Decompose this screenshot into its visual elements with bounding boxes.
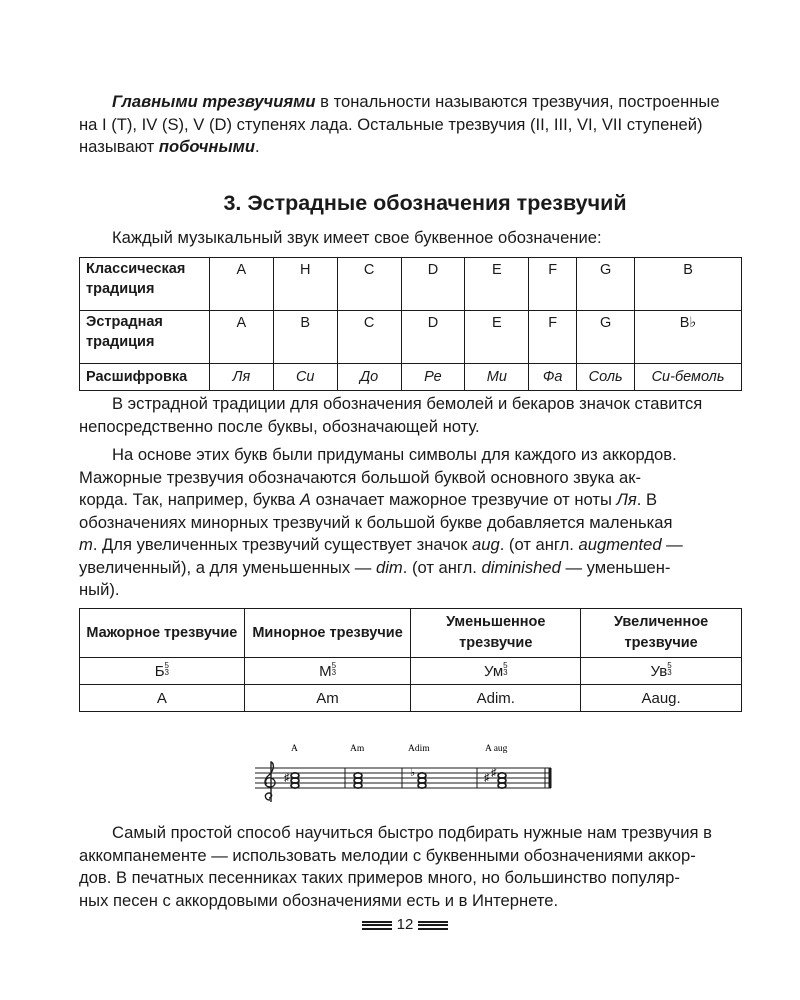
row-label: Расшифровка — [80, 364, 210, 391]
chord-am — [354, 773, 362, 788]
section-heading: 3. Эстрадные обозначения трезвучий — [223, 191, 627, 215]
table-cell: Соль — [577, 364, 635, 391]
table-cell: B — [635, 258, 742, 311]
chord-label: A aug — [485, 744, 508, 754]
column-header: Увеличенное трезвучие — [581, 609, 742, 658]
chord-adim — [418, 773, 426, 788]
table-cell: Си-бемоль — [635, 364, 742, 391]
table-cell: C — [337, 258, 401, 311]
table-cell: A — [209, 258, 273, 311]
table-cell: Фа — [529, 364, 577, 391]
table-cell: D — [401, 258, 465, 311]
symbols-paragraph: На основе этих букв были придуманы символы для каждого из аккордов. Мажорные трезвучия обозначаются большой буквой основного звука ак- корда. Так, например, буква A означает мажорное трезвучие от ноты Ля. В обозначениях минорных трезвучий к большой букве добавляется маленькая m. Для увеличенных трезвучий существует значок aug. (от англ. augmented — увеличенный), а для уменьшенных — dim. (от англ. diminished — уменьшен- ный). — [79, 445, 683, 599]
row-label: Классическая традиция — [80, 258, 210, 311]
music-staff — [255, 738, 555, 806]
table-cell: Ре — [401, 364, 465, 391]
intro-paragraph: Главными трезвучиями в тональности называются трезвучия, построенные на I (T), IV (S), V (D) ступенях лада. Остальные трезвучия (II, III, VI, VII ступеней) называют побочными. — [79, 92, 720, 156]
table-cell: F — [529, 258, 577, 311]
table-cell: Си — [273, 364, 337, 391]
table-cell: B — [273, 311, 337, 364]
chord-label: Am — [350, 744, 365, 754]
table-cell: G — [577, 311, 635, 364]
table-cell: A — [209, 311, 273, 364]
sharp-icon: ♯ — [491, 767, 497, 779]
classic-notation: М5 3 — [244, 658, 411, 685]
table-cell: D — [401, 311, 465, 364]
term-side-triads: побочными — [158, 137, 256, 156]
table-header-row — [80, 609, 742, 658]
column-header: Уменьшенное трезвучие — [411, 609, 581, 658]
letters-table — [79, 257, 742, 391]
chord-symbol: Adim. — [411, 685, 581, 712]
table-row — [80, 311, 742, 364]
chord-aaug — [498, 773, 506, 788]
flats-paragraph: В эстрадной традиции для обозначения бемолей и бекаров значок ставится непосредственно после буквы, обозначающей ноту. — [79, 394, 703, 436]
closing-paragraph: Самый простой способ научиться быстро подбирать нужные нам трезвучия в аккомпанементе — использовать мелодии с буквенными обозначениями аккор- дов. В печатных песенниках таких примеров много, но большинство популяр- ных песен с аккордовыми обозначениями есть и в Интернете. — [79, 823, 712, 910]
table-cell: C — [337, 311, 401, 364]
column-header: Мажорное трезвучие — [80, 609, 245, 658]
chord-symbol: Aaug. — [581, 685, 742, 712]
row-label: Эстрадная традиция — [80, 311, 210, 364]
sharp-icon: ♯ — [484, 772, 490, 784]
classic-notation: Ув5 3 — [581, 658, 742, 685]
table-cell: E — [465, 258, 529, 311]
table-cell: E — [465, 311, 529, 364]
table-cell: F — [529, 311, 577, 364]
table-row — [80, 658, 742, 685]
lead-paragraph: Каждый музыкальный звук имеет свое буквенное обозначение: — [112, 228, 602, 247]
chord-label: Adim — [408, 744, 430, 754]
table-cell: До — [337, 364, 401, 391]
flat-icon: ♭ — [410, 767, 416, 779]
sharp-icon: ♯ — [284, 772, 290, 784]
chord-a — [291, 773, 299, 788]
footer-ornament-right — [418, 921, 448, 930]
classic-notation: Б5 3 — [80, 658, 245, 685]
page-footer — [0, 916, 800, 933]
table-cell: H — [273, 258, 337, 311]
column-header: Минорное трезвучие — [244, 609, 411, 658]
chord-symbol: Am — [244, 685, 411, 712]
term-main-triads: Главными трезвучиями — [112, 92, 316, 111]
table-row — [80, 258, 742, 311]
classic-notation: Ум5 3 — [411, 658, 581, 685]
table-cell: Ля — [209, 364, 273, 391]
table-cell: G — [577, 258, 635, 311]
table-row — [80, 685, 742, 712]
table-cell: Ми — [465, 364, 529, 391]
footer-ornament-left — [362, 921, 392, 930]
chord-label: A — [291, 744, 298, 754]
table-cell: B♭ — [635, 311, 742, 364]
chord-symbol: A — [80, 685, 245, 712]
page-number: 12 — [396, 916, 414, 933]
table-row — [80, 364, 742, 391]
chords-table — [79, 608, 742, 712]
